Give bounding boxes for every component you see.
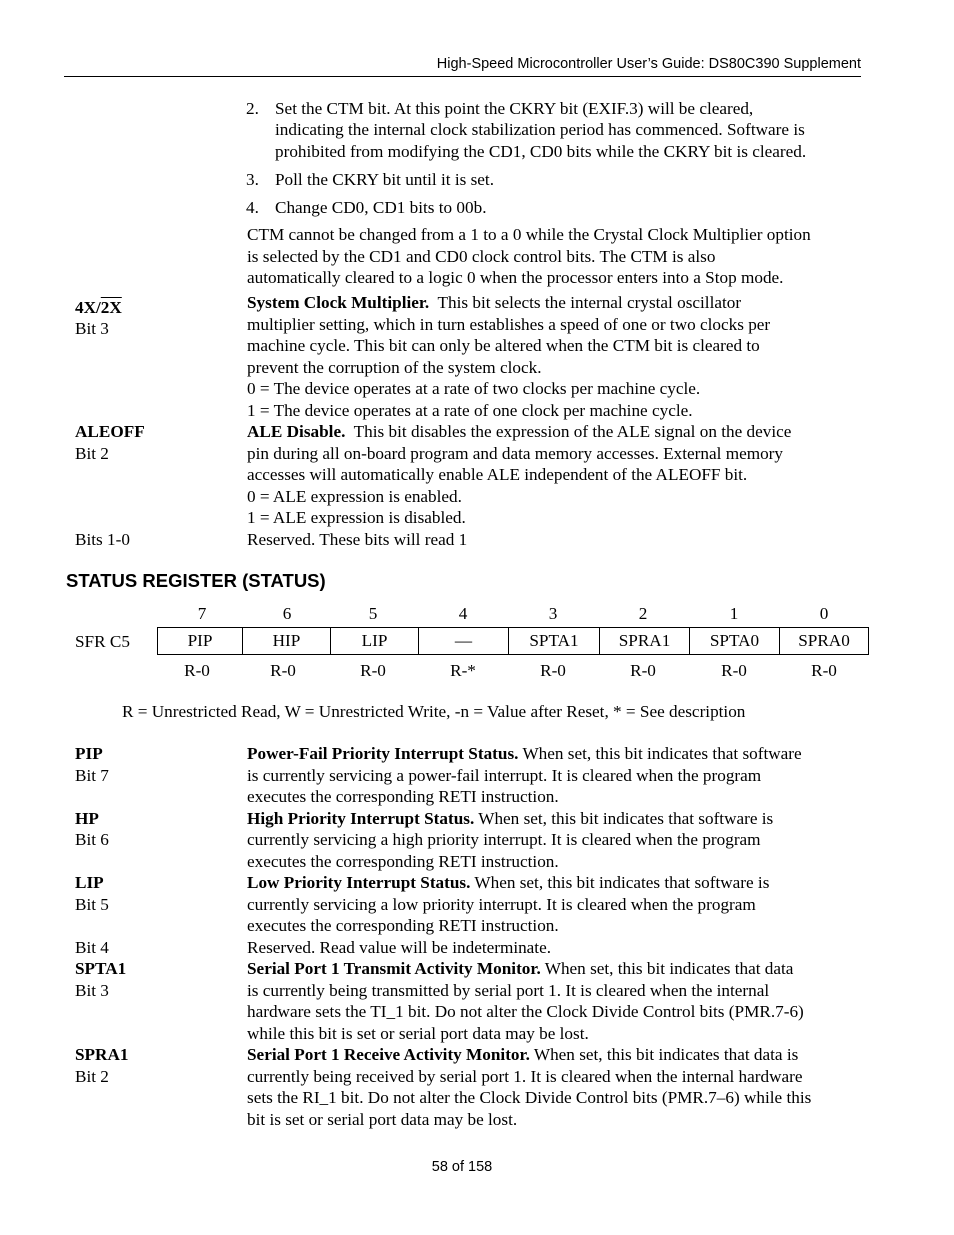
description-line: while this bit is set or serial port data may be lost. [247,1024,589,1043]
sfr-address: SFR C5 [75,632,130,651]
description-line: accesses will automatically enable ALE independent of the ALEOFF bit. [247,465,748,484]
bit-number: 1 [729,604,739,623]
description-first-line: System Clock Multiplier. This bit selects the internal crystal oscillator [247,293,742,312]
bit-number: 0 [819,604,829,623]
bit-position: Bit 2 [75,1067,109,1086]
description-line: executes the corresponding RETI instruction. [247,852,559,871]
bit-name: 4X/2X [75,298,122,317]
bit-position: Bit 4 [75,938,109,957]
bit-name: ALEOFF [75,422,145,441]
register-field: SPRA1 [599,628,689,654]
access-type: R-* [450,661,476,680]
register-box [157,627,869,655]
step-text: prohibited from modifying the CD1, CD0 bits while the CKRY bit is cleared. [275,142,807,161]
description-line: 0 = ALE expression is enabled. [247,487,462,506]
description-line: currently servicing a high priority interrupt. It is cleared when the program [247,830,761,849]
register-field: SPTA0 [689,628,779,654]
step-text: Change CD0, CD1 bits to 00b. [275,198,487,217]
bit-number: 5 [368,604,378,623]
bit-position: Bit 6 [75,830,109,849]
bit-name: SPTA1 [75,959,127,978]
description-line: multiplier setting, which in turn establishes a speed of one or two clocks per [247,315,771,334]
step-text: Set the CTM bit. At this point the CKRY bit (EXIF.3) will be cleared, [275,99,754,118]
access-type: R-0 [184,661,210,680]
description-first-line: ALE Disable. This bit disables the expression of the ALE signal on the device [247,422,792,441]
access-type: R-0 [270,661,296,680]
section-title: STATUS REGISTER (STATUS) [66,570,326,591]
description-first-line: Low Priority Interrupt Status. When set, this bit indicates that software is [247,873,770,892]
bit-name: LIP [75,873,104,892]
page-number: 58 of 158 [431,1159,493,1175]
bit-number: 3 [548,604,558,623]
step-text: Poll the CKRY bit until it is set. [275,170,495,189]
access-legend: R = Unrestricted Read, W = Unrestricted Write, -n = Value after Reset, * = See description [122,702,746,721]
bit-number: 7 [197,604,207,623]
description-line: is currently servicing a power-fail interrupt. It is cleared when the program [247,766,762,785]
access-type: R-0 [721,661,747,680]
bit-name: SPRA1 [75,1045,129,1064]
description-first-line: Serial Port 1 Transmit Activity Monitor. When set, this bit indicates that data [247,959,794,978]
description-line: 1 = ALE expression is disabled. [247,508,466,527]
paragraph-line: automatically cleared to a logic 0 when the processor enters into a Stop mode. [247,268,784,287]
bit-position: Bit 3 [75,319,109,338]
description-line: currently being received by serial port 1. It is cleared when the internal hardware [247,1067,803,1086]
description-first-line: Power-Fail Priority Interrupt Status. When set, this bit indicates that software [247,744,802,763]
register-field: HIP [242,628,330,654]
paragraph-line: CTM cannot be changed from a 1 to a 0 while the Crystal Clock Multiplier option [247,225,811,244]
description-line: pin during all on-board program and data memory accesses. External memory [247,444,783,463]
register-field: — [418,628,508,654]
description-line: machine cycle. This bit can only be altered when the CTM bit is cleared to [247,336,760,355]
access-type: R-0 [360,661,386,680]
description-line: bit is set or serial port data may be lost. [247,1110,518,1129]
bit-position: Bit 2 [75,444,109,463]
description-line: currently servicing a low priority interrupt. It is cleared when the program [247,895,756,914]
register-field: PIP [187,631,213,650]
description-line: Reserved. Read value will be indeterminate. [247,938,552,957]
bit-name: HP [75,809,99,828]
description-line: 0 = The device operates at a rate of two clocks per machine cycle. [247,379,701,398]
description-line: 1 = The device operates at a rate of one clock per machine cycle. [247,401,693,420]
header-rule [64,76,861,77]
paragraph-line: is selected by the CD1 and CD0 clock control bits. The CTM is also [247,247,716,266]
bit-position: Bit 7 [75,766,109,785]
bit-number: 4 [458,604,468,623]
description-first-line: High Priority Interrupt Status. When set, this bit indicates that software is [247,809,774,828]
bit-name: PIP [75,744,103,763]
description-line: executes the corresponding RETI instruction. [247,916,559,935]
access-type: R-0 [811,661,837,680]
step-text: indicating the internal clock stabilization period has commenced. Software is [275,120,805,139]
header-title: High-Speed Microcontroller User’s Guide: DS80C390 Supplement [436,56,861,72]
description-line: prevent the corruption of the system clock. [247,358,542,377]
step-number: 4. [246,198,259,217]
register-field: LIP [330,628,418,654]
description-first-line: Serial Port 1 Receive Activity Monitor. When set, this bit indicates that data is [247,1045,799,1064]
description-line: executes the corresponding RETI instruction. [247,787,559,806]
description-line: is currently being transmitted by serial port 1. It is cleared when the internal [247,981,770,1000]
description-line: Reserved. These bits will read 1 [247,530,468,549]
description-line: sets the RI_1 bit. Do not alter the Clock Divide Control bits (PMR.7–6) while this [247,1088,812,1107]
description-line: hardware sets the TI_1 bit. Do not alter the Clock Divide Control bits (PMR.7-6) [247,1002,804,1021]
bit-position: Bit 3 [75,981,109,1000]
bit-number: 6 [282,604,292,623]
bit-number: 2 [638,604,648,623]
bit-position: Bit 5 [75,895,109,914]
step-number: 2. [246,99,259,118]
access-type: R-0 [540,661,566,680]
register-field: SPTA1 [508,628,599,654]
bit-position: Bits 1-0 [75,530,130,549]
register-field: SPRA0 [779,628,868,654]
access-type: R-0 [630,661,656,680]
step-number: 3. [246,170,259,189]
